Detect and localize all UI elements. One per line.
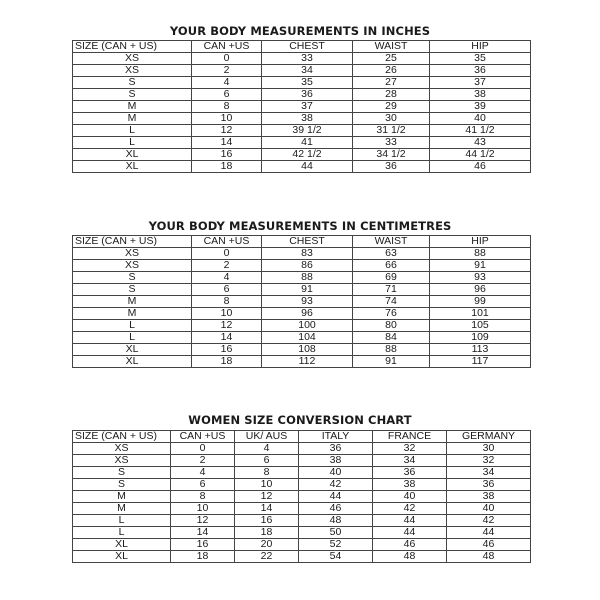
- value-cell: 108: [262, 344, 353, 356]
- column-header: HIP: [430, 41, 531, 53]
- table-row: [73, 248, 531, 260]
- value-cell: 37: [262, 101, 353, 113]
- table-row: [73, 455, 531, 467]
- size-cell: XS: [73, 53, 192, 65]
- value-cell: 0: [192, 53, 262, 65]
- column-header: CAN +US: [192, 41, 262, 53]
- value-cell: 2: [192, 260, 262, 272]
- value-cell: 30: [353, 113, 430, 125]
- table-row: [73, 527, 531, 539]
- column-header: CAN +US: [171, 431, 235, 443]
- value-cell: 2: [171, 455, 235, 467]
- value-cell: 6: [192, 284, 262, 296]
- size-cell: L: [73, 320, 192, 332]
- value-cell: 63: [353, 248, 430, 260]
- value-cell: 10: [235, 479, 299, 491]
- size-cell: S: [73, 479, 171, 491]
- table-row: [73, 137, 531, 149]
- table-row: [73, 149, 531, 161]
- value-cell: 88: [353, 344, 430, 356]
- value-cell: 86: [262, 260, 353, 272]
- table-row: [73, 101, 531, 113]
- table-row: [73, 77, 531, 89]
- size-cell: XL: [73, 344, 192, 356]
- value-cell: 29: [353, 101, 430, 113]
- table-row: [73, 89, 531, 101]
- value-cell: 8: [235, 467, 299, 479]
- size-cell: S: [73, 467, 171, 479]
- value-cell: 54: [299, 551, 373, 563]
- value-cell: 8: [171, 491, 235, 503]
- value-cell: 4: [192, 272, 262, 284]
- value-cell: 36: [447, 479, 531, 491]
- value-cell: 27: [353, 77, 430, 89]
- value-cell: 88: [430, 248, 531, 260]
- value-cell: 113: [430, 344, 531, 356]
- value-cell: 18: [235, 527, 299, 539]
- inches-table-title: YOUR BODY MEASUREMENTS IN INCHES: [169, 24, 431, 38]
- value-cell: 14: [192, 137, 262, 149]
- size-cell: L: [73, 125, 192, 137]
- value-cell: 101: [430, 308, 531, 320]
- value-cell: 109: [430, 332, 531, 344]
- value-cell: 4: [235, 443, 299, 455]
- header-row: [73, 236, 531, 248]
- value-cell: 80: [353, 320, 430, 332]
- value-cell: 33: [262, 53, 353, 65]
- conversion-chart-title: WOMEN SIZE CONVERSION CHART: [188, 413, 412, 427]
- table-row: [73, 467, 531, 479]
- value-cell: 14: [171, 527, 235, 539]
- value-cell: 44: [373, 515, 447, 527]
- value-cell: 42: [299, 479, 373, 491]
- value-cell: 36: [353, 161, 430, 173]
- size-cell: XS: [73, 455, 171, 467]
- table-row: [73, 515, 531, 527]
- value-cell: 91: [430, 260, 531, 272]
- value-cell: 34: [262, 65, 353, 77]
- value-cell: 34: [373, 455, 447, 467]
- table-row: [73, 491, 531, 503]
- value-cell: 36: [430, 65, 531, 77]
- value-cell: 10: [171, 503, 235, 515]
- value-cell: 105: [430, 320, 531, 332]
- table-row: [73, 320, 531, 332]
- value-cell: 31 1/2: [353, 125, 430, 137]
- value-cell: 104: [262, 332, 353, 344]
- value-cell: 12: [171, 515, 235, 527]
- value-cell: 91: [353, 356, 430, 368]
- value-cell: 52: [299, 539, 373, 551]
- table-row: [73, 65, 531, 77]
- value-cell: 33: [353, 137, 430, 149]
- size-cell: S: [73, 77, 192, 89]
- table-row: [73, 551, 531, 563]
- value-cell: 41 1/2: [430, 125, 531, 137]
- value-cell: 42: [447, 515, 531, 527]
- value-cell: 42: [373, 503, 447, 515]
- value-cell: 46: [447, 539, 531, 551]
- value-cell: 66: [353, 260, 430, 272]
- value-cell: 43: [430, 137, 531, 149]
- header-row: [73, 41, 531, 53]
- value-cell: 10: [192, 113, 262, 125]
- column-header: UK/ AUS: [235, 431, 299, 443]
- inches-table: [72, 40, 531, 173]
- value-cell: 48: [373, 551, 447, 563]
- column-header: FRANCE: [373, 431, 447, 443]
- size-cell: S: [73, 284, 192, 296]
- value-cell: 44 1/2: [430, 149, 531, 161]
- value-cell: 50: [299, 527, 373, 539]
- value-cell: 2: [192, 65, 262, 77]
- value-cell: 38: [299, 455, 373, 467]
- value-cell: 99: [430, 296, 531, 308]
- value-cell: 4: [171, 467, 235, 479]
- conversion-chart-table: [72, 430, 531, 563]
- value-cell: 38: [373, 479, 447, 491]
- value-cell: 14: [235, 503, 299, 515]
- value-cell: 32: [373, 443, 447, 455]
- column-header: CHEST: [262, 236, 353, 248]
- size-cell: XS: [73, 260, 192, 272]
- column-header: SIZE (CAN + US): [73, 41, 192, 53]
- value-cell: 16: [192, 344, 262, 356]
- value-cell: 46: [430, 161, 531, 173]
- value-cell: 41: [262, 137, 353, 149]
- value-cell: 39: [430, 101, 531, 113]
- value-cell: 14: [192, 332, 262, 344]
- size-cell: XL: [73, 149, 192, 161]
- size-cell: M: [73, 296, 192, 308]
- value-cell: 46: [373, 539, 447, 551]
- table-row: [73, 308, 531, 320]
- size-cell: XS: [73, 248, 192, 260]
- value-cell: 0: [171, 443, 235, 455]
- value-cell: 10: [192, 308, 262, 320]
- value-cell: 76: [353, 308, 430, 320]
- size-cell: XL: [73, 551, 171, 563]
- value-cell: 16: [192, 149, 262, 161]
- size-cell: XL: [73, 161, 192, 173]
- value-cell: 71: [353, 284, 430, 296]
- value-cell: 36: [373, 467, 447, 479]
- value-cell: 91: [262, 284, 353, 296]
- value-cell: 93: [430, 272, 531, 284]
- centimetres-table: [72, 235, 531, 368]
- value-cell: 6: [235, 455, 299, 467]
- value-cell: 18: [171, 551, 235, 563]
- column-header: HIP: [430, 236, 531, 248]
- value-cell: 35: [430, 53, 531, 65]
- value-cell: 36: [299, 443, 373, 455]
- size-cell: M: [73, 101, 192, 113]
- value-cell: 6: [192, 89, 262, 101]
- size-cell: XS: [73, 443, 171, 455]
- value-cell: 44: [262, 161, 353, 173]
- value-cell: 8: [192, 101, 262, 113]
- table-row: [73, 272, 531, 284]
- value-cell: 18: [192, 161, 262, 173]
- value-cell: 46: [299, 503, 373, 515]
- value-cell: 93: [262, 296, 353, 308]
- value-cell: 48: [447, 551, 531, 563]
- value-cell: 96: [430, 284, 531, 296]
- value-cell: 44: [299, 491, 373, 503]
- table-row: [73, 260, 531, 272]
- value-cell: 12: [192, 320, 262, 332]
- table-row: [73, 443, 531, 455]
- size-cell: M: [73, 308, 192, 320]
- table-row: [73, 125, 531, 137]
- value-cell: 37: [430, 77, 531, 89]
- size-cell: L: [73, 332, 192, 344]
- size-cell: S: [73, 89, 192, 101]
- value-cell: 74: [353, 296, 430, 308]
- value-cell: 34 1/2: [353, 149, 430, 161]
- value-cell: 88: [262, 272, 353, 284]
- value-cell: 48: [299, 515, 373, 527]
- table-row: [73, 161, 531, 173]
- size-cell: L: [73, 515, 171, 527]
- value-cell: 40: [447, 503, 531, 515]
- value-cell: 40: [430, 113, 531, 125]
- value-cell: 26: [353, 65, 430, 77]
- value-cell: 38: [430, 89, 531, 101]
- size-cell: XS: [73, 65, 192, 77]
- value-cell: 6: [171, 479, 235, 491]
- value-cell: 38: [262, 113, 353, 125]
- value-cell: 16: [235, 515, 299, 527]
- value-cell: 12: [235, 491, 299, 503]
- value-cell: 42 1/2: [262, 149, 353, 161]
- value-cell: 112: [262, 356, 353, 368]
- value-cell: 36: [262, 89, 353, 101]
- column-header: SIZE (CAN + US): [73, 236, 192, 248]
- value-cell: 96: [262, 308, 353, 320]
- value-cell: 69: [353, 272, 430, 284]
- value-cell: 28: [353, 89, 430, 101]
- table-row: [73, 356, 531, 368]
- header-row: [73, 431, 531, 443]
- value-cell: 8: [192, 296, 262, 308]
- value-cell: 117: [430, 356, 531, 368]
- value-cell: 32: [447, 455, 531, 467]
- value-cell: 18: [192, 356, 262, 368]
- value-cell: 100: [262, 320, 353, 332]
- column-header: WAIST: [353, 41, 430, 53]
- table-row: [73, 332, 531, 344]
- value-cell: 84: [353, 332, 430, 344]
- value-cell: 40: [299, 467, 373, 479]
- table-row: [73, 53, 531, 65]
- value-cell: 35: [262, 77, 353, 89]
- value-cell: 30: [447, 443, 531, 455]
- value-cell: 20: [235, 539, 299, 551]
- value-cell: 40: [373, 491, 447, 503]
- size-cell: XL: [73, 539, 171, 551]
- size-cell: S: [73, 272, 192, 284]
- size-cell: M: [73, 503, 171, 515]
- value-cell: 38: [447, 491, 531, 503]
- value-cell: 16: [171, 539, 235, 551]
- value-cell: 34: [447, 467, 531, 479]
- value-cell: 4: [192, 77, 262, 89]
- centimetres-table-title: YOUR BODY MEASUREMENTS IN CENTIMETRES: [148, 219, 452, 233]
- size-cell: XL: [73, 356, 192, 368]
- column-header: CHEST: [262, 41, 353, 53]
- table-row: [73, 539, 531, 551]
- value-cell: 39 1/2: [262, 125, 353, 137]
- table-row: [73, 284, 531, 296]
- value-cell: 0: [192, 248, 262, 260]
- table-row: [73, 479, 531, 491]
- size-cell: M: [73, 491, 171, 503]
- table-row: [73, 113, 531, 125]
- column-header: CAN +US: [192, 236, 262, 248]
- column-header: WAIST: [353, 236, 430, 248]
- size-cell: L: [73, 527, 171, 539]
- column-header: ITALY: [299, 431, 373, 443]
- value-cell: 83: [262, 248, 353, 260]
- size-cell: M: [73, 113, 192, 125]
- table-row: [73, 503, 531, 515]
- value-cell: 44: [373, 527, 447, 539]
- value-cell: 12: [192, 125, 262, 137]
- column-header: GERMANY: [447, 431, 531, 443]
- value-cell: 44: [447, 527, 531, 539]
- size-cell: L: [73, 137, 192, 149]
- column-header: SIZE (CAN + US): [73, 431, 171, 443]
- table-row: [73, 296, 531, 308]
- value-cell: 22: [235, 551, 299, 563]
- table-row: [73, 344, 531, 356]
- value-cell: 25: [353, 53, 430, 65]
